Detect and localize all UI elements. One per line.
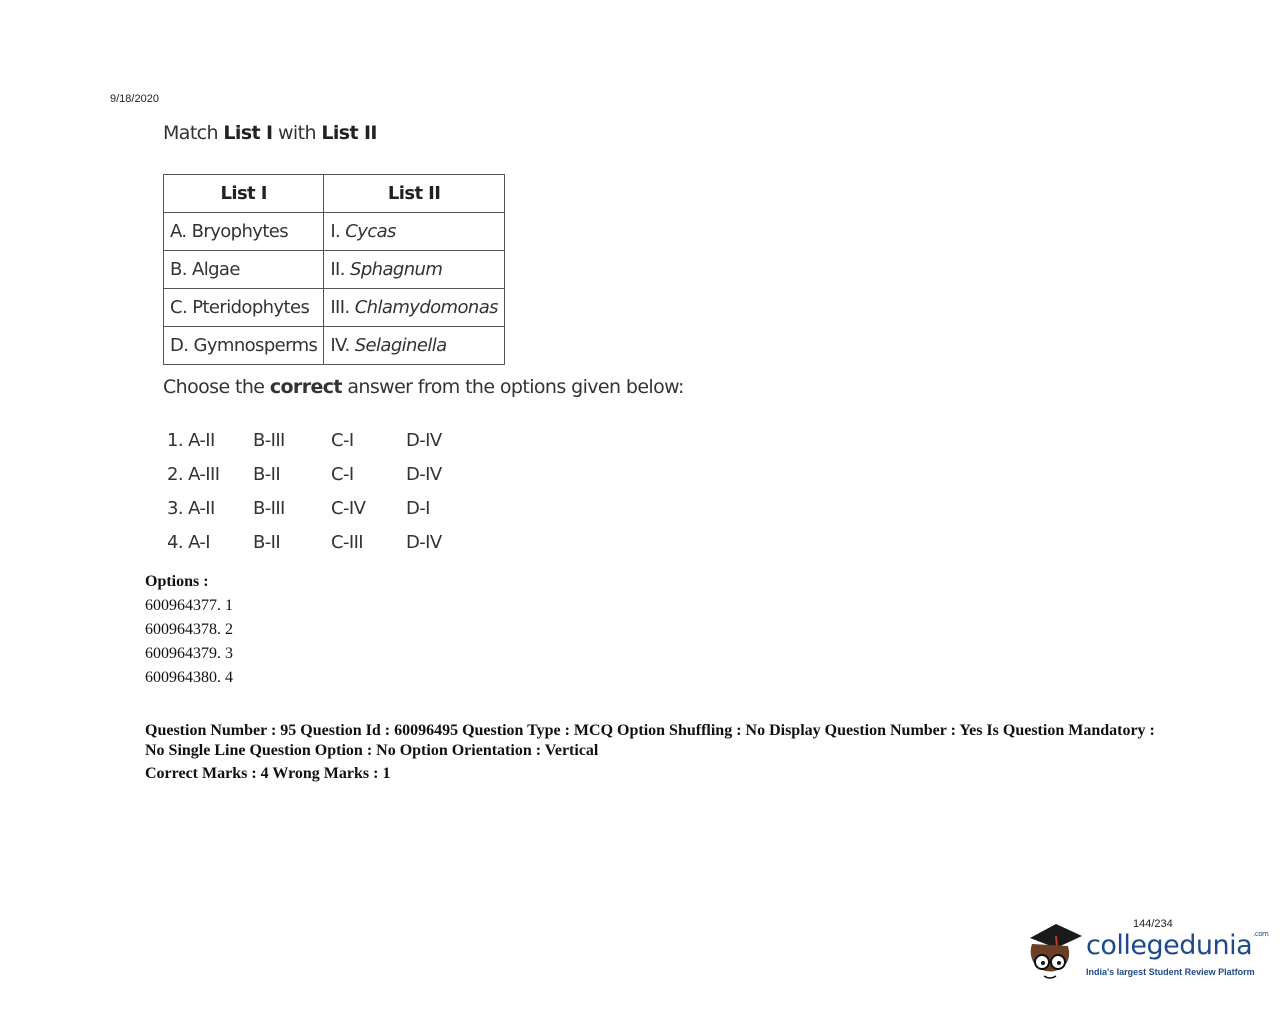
question-meta: Question Number : 95 Question Id : 60096495 Question Type : MCQ Option Shuffling : No Display Question Number : Yes Is Question Mandatory : No Single Line Question Option : No Option Orientation : Vertical [145, 722, 1155, 759]
table-cell: III. Chlamydomonas [324, 289, 505, 327]
table-cell: II. Sphagnum [324, 251, 505, 289]
answer-part: 1. A-II [167, 430, 215, 451]
answer-part: C-I [331, 464, 354, 485]
table-header: List II [324, 175, 505, 213]
table-cell: D. Gymnosperms [164, 327, 324, 365]
answer-part: B-III [253, 498, 285, 519]
answer-part: 2. A-III [167, 464, 220, 485]
answer-part: C-IV [331, 498, 366, 519]
options-heading: Options : [145, 573, 209, 590]
option-id-line: 600964377. 1 [145, 597, 233, 614]
answer-part: B-II [253, 464, 281, 485]
answer-part: 3. A-II [167, 498, 215, 519]
page-number: 144/234 [1133, 918, 1173, 930]
table-header-row [164, 175, 505, 213]
answer-part: C-I [331, 430, 354, 451]
print-date: 9/18/2020 [110, 93, 159, 105]
answer-part: D-IV [406, 464, 442, 485]
brand-logo-text: collegedunia$^{.com}$ [1086, 930, 1269, 961]
match-table [163, 174, 505, 365]
option-id-line: 600964380. 4 [145, 669, 233, 686]
table-row [164, 213, 505, 251]
table-cell: C. Pteridophytes [164, 289, 324, 327]
answer-part: B-II [253, 532, 281, 553]
table-row [164, 327, 505, 365]
option-id-line: 600964379. 3 [145, 645, 233, 662]
table-cell: B. Algae [164, 251, 324, 289]
answer-part: D-IV [406, 532, 442, 553]
option-id-line: 600964378. 2 [145, 621, 233, 638]
answer-part: D-I [406, 498, 430, 519]
marks-line: Correct Marks : 4 Wrong Marks : 1 [145, 765, 391, 782]
answer-part: B-III [253, 430, 285, 451]
table-cell: IV. Selaginella [324, 327, 505, 365]
table-row [164, 289, 505, 327]
brand-tagline: India's largest Student Review Platform [1086, 967, 1255, 977]
table-cell: I. Cycas [324, 213, 505, 251]
table-row [164, 251, 505, 289]
table-header: List I [164, 175, 324, 213]
answer-part: C-III [331, 532, 363, 553]
choose-instruction: Choose the correct answer from the options given below: [163, 376, 684, 398]
student-mascot-icon [1022, 918, 1088, 988]
answer-part: 4. A-I [167, 532, 211, 553]
table-cell: A. Bryophytes [164, 213, 324, 251]
answer-part: D-IV [406, 430, 442, 451]
question-title: Match List I with List II [163, 122, 377, 144]
